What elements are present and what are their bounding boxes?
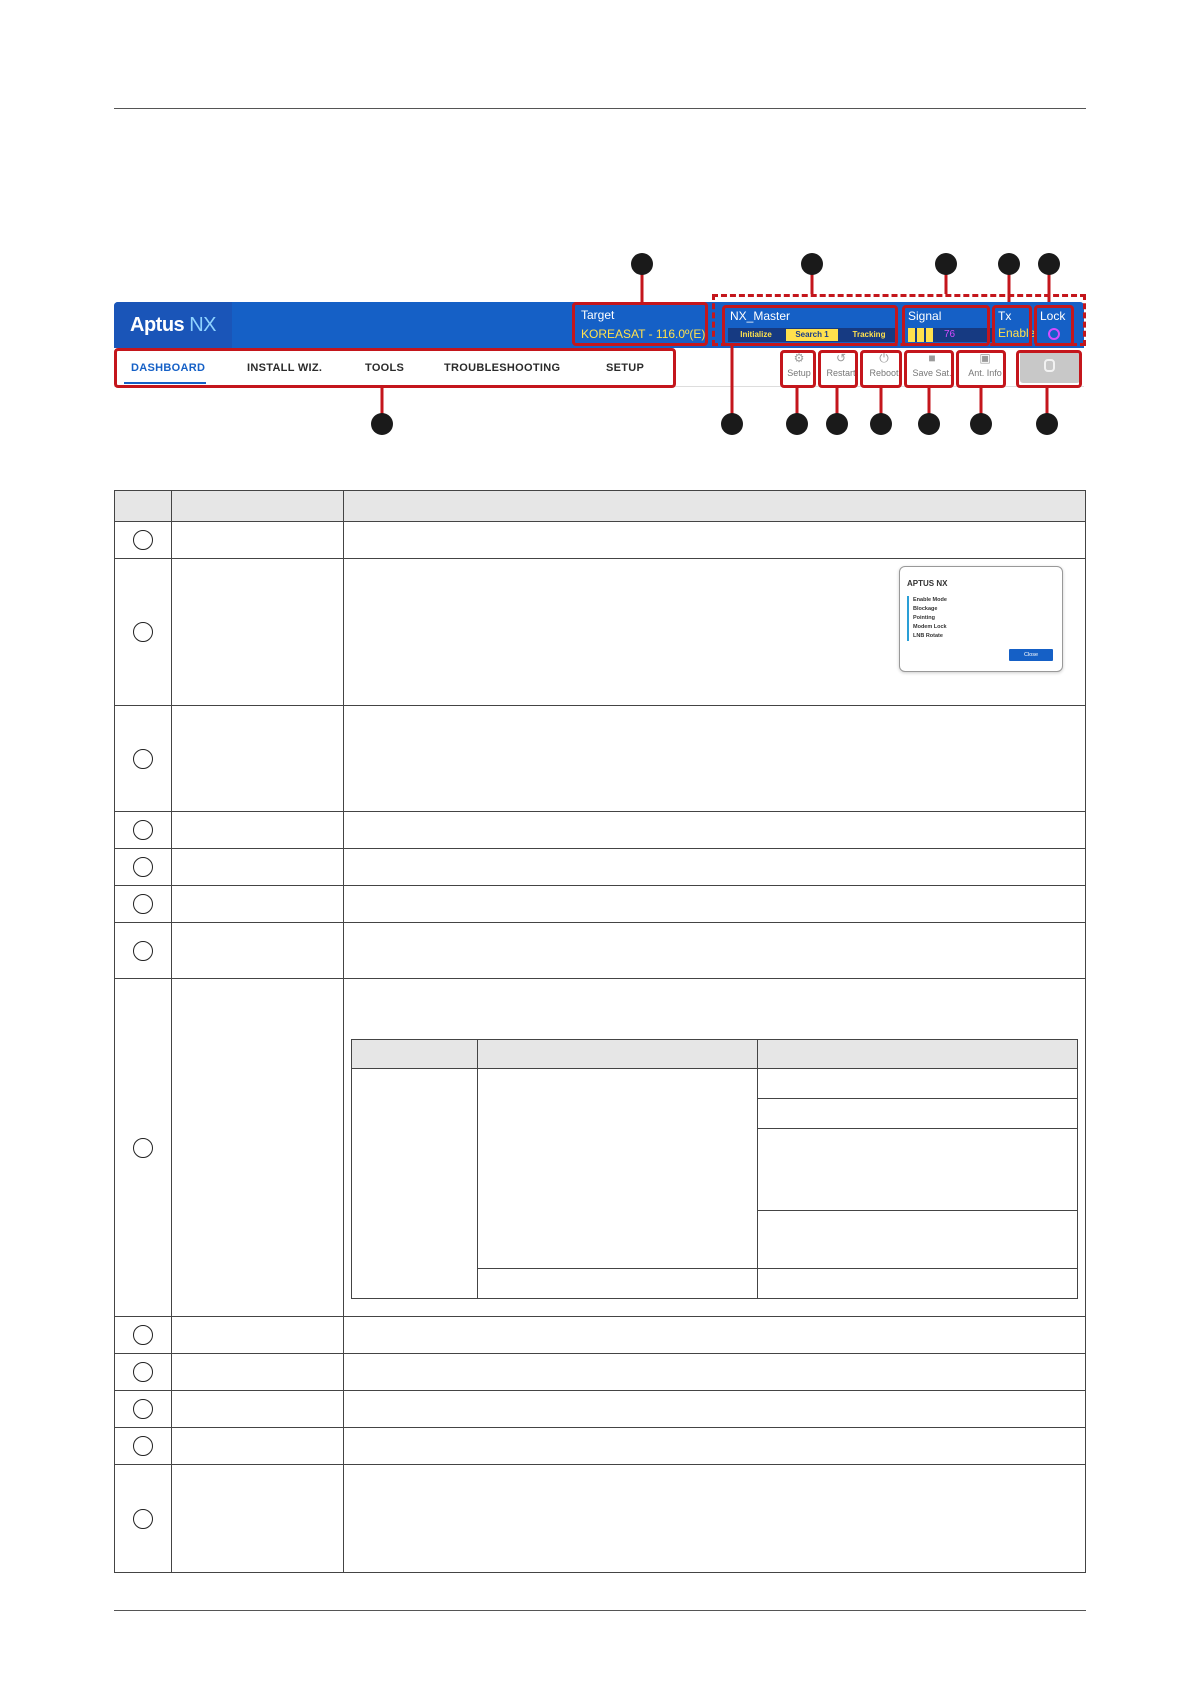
table-header-cell: [172, 491, 344, 522]
item-number-circle: [133, 1325, 153, 1345]
setup-button[interactable]: ⚙ Setup: [782, 351, 816, 383]
highlight-target: [572, 302, 708, 346]
highlight-antenna-status: [722, 305, 898, 346]
highlight-setup: [780, 350, 816, 388]
table-header-cell: [344, 491, 1086, 522]
callout-marker: [786, 413, 808, 435]
system-info-popup: [899, 566, 1063, 672]
table-row: [115, 1354, 1086, 1391]
callout-marker: [970, 413, 992, 435]
highlight-save-sat: [904, 350, 954, 388]
tx-label: Tx: [998, 309, 1012, 323]
nested-table: [351, 1039, 1078, 1299]
stage-tracking: Tracking: [852, 330, 886, 339]
table-row: [115, 1317, 1086, 1354]
item-number-circle: [133, 622, 153, 642]
save-sat-button[interactable]: ■ Save Sat.: [908, 351, 956, 383]
tx-value: Enable: [998, 326, 1036, 340]
aptus-nx-logo: Aptus NX: [130, 314, 217, 336]
bottom-rule: [114, 1610, 1086, 1611]
table-row: [115, 849, 1086, 886]
callout-marker: [371, 413, 393, 435]
popup-item: Pointing: [907, 614, 947, 623]
table-row: [115, 706, 1086, 812]
target-label: Target: [581, 308, 615, 322]
item-number-circle: [133, 1399, 153, 1419]
nested-header-cell: [478, 1040, 758, 1069]
highlight-restart: [818, 350, 858, 388]
callout-marker: [631, 253, 653, 275]
table-row: [115, 1465, 1086, 1573]
highlight-tx: [992, 305, 1032, 346]
callout-marker: [918, 413, 940, 435]
item-number-circle: [133, 749, 153, 769]
popup-item: LNB Rotate: [907, 632, 947, 641]
top-rule: [114, 108, 1086, 109]
callout-marker: [1038, 253, 1060, 275]
signal-value: 76: [944, 329, 956, 340]
item-number-circle: [133, 941, 153, 961]
highlight-nav-tabs: [114, 348, 676, 388]
popup-item-list: [907, 596, 947, 641]
ant-info-button[interactable]: ▣ Ant. Info: [960, 351, 1010, 383]
target-value: KOREASAT - 116.0º(E): [581, 327, 706, 341]
callout-marker: [801, 253, 823, 275]
item-number-circle: [133, 820, 153, 840]
callout-marker: [935, 253, 957, 275]
lock-label: Lock: [1040, 309, 1066, 323]
highlight-reboot: [860, 350, 902, 388]
highlight-lock: [1034, 305, 1074, 346]
tab-install-wiz[interactable]: INSTALL WIZ.: [247, 362, 323, 374]
popup-item: Modem Lock: [907, 623, 947, 632]
info-icon: ▣: [979, 351, 991, 365]
highlight-ant-info: [956, 350, 1006, 388]
restart-icon: ↺: [835, 351, 847, 365]
table-row: [115, 1391, 1086, 1428]
item-number-circle: [133, 857, 153, 877]
nested-row: [352, 1069, 1078, 1099]
callout-marker: [1036, 413, 1058, 435]
callout-marker: [721, 413, 743, 435]
popup-close-button[interactable]: Close: [1009, 649, 1053, 661]
stage-search: Search 1: [786, 329, 838, 341]
antenna-name: NX_Master: [730, 309, 791, 323]
item-number-circle: [133, 1362, 153, 1382]
item-number-circle: [133, 894, 153, 914]
gear-icon: ⚙: [793, 351, 805, 365]
popup-item: Blockage: [907, 605, 947, 614]
table-row: [115, 886, 1086, 923]
save-icon: ■: [928, 351, 936, 365]
power-icon: ⏻: [879, 351, 889, 365]
highlight-signal: [902, 305, 990, 346]
callout-marker: [870, 413, 892, 435]
item-number-circle: [133, 1436, 153, 1456]
stage-initialize: Initialize: [740, 330, 772, 339]
callout-marker: [826, 413, 848, 435]
popup-item: Enable Mode: [907, 596, 947, 605]
table-row: [115, 812, 1086, 849]
reboot-button[interactable]: ⏻ Reboot: [864, 351, 904, 383]
nested-header-cell: [758, 1040, 1078, 1069]
item-number-circle: [133, 1138, 153, 1158]
logo-block: [114, 302, 232, 348]
nested-header-cell: [352, 1040, 478, 1069]
tab-dashboard[interactable]: DASHBOARD: [131, 362, 206, 374]
table-row: [115, 1428, 1086, 1465]
item-number-circle: [133, 1509, 153, 1529]
table-header-cell: [115, 491, 172, 522]
tab-troubleshooting[interactable]: TROUBLESHOOTING: [444, 362, 561, 374]
table-row: [115, 923, 1086, 979]
highlight-lock-button: [1016, 350, 1082, 388]
table-row: [115, 522, 1086, 559]
callout-marker: [998, 253, 1020, 275]
tab-tools[interactable]: TOOLS: [365, 362, 405, 374]
signal-label: Signal: [908, 309, 942, 323]
item-number-circle: [133, 530, 153, 550]
restart-button[interactable]: ↺ Restart: [822, 351, 860, 383]
tab-setup[interactable]: SETUP: [606, 362, 645, 374]
popup-title: APTUS NX: [907, 579, 948, 588]
